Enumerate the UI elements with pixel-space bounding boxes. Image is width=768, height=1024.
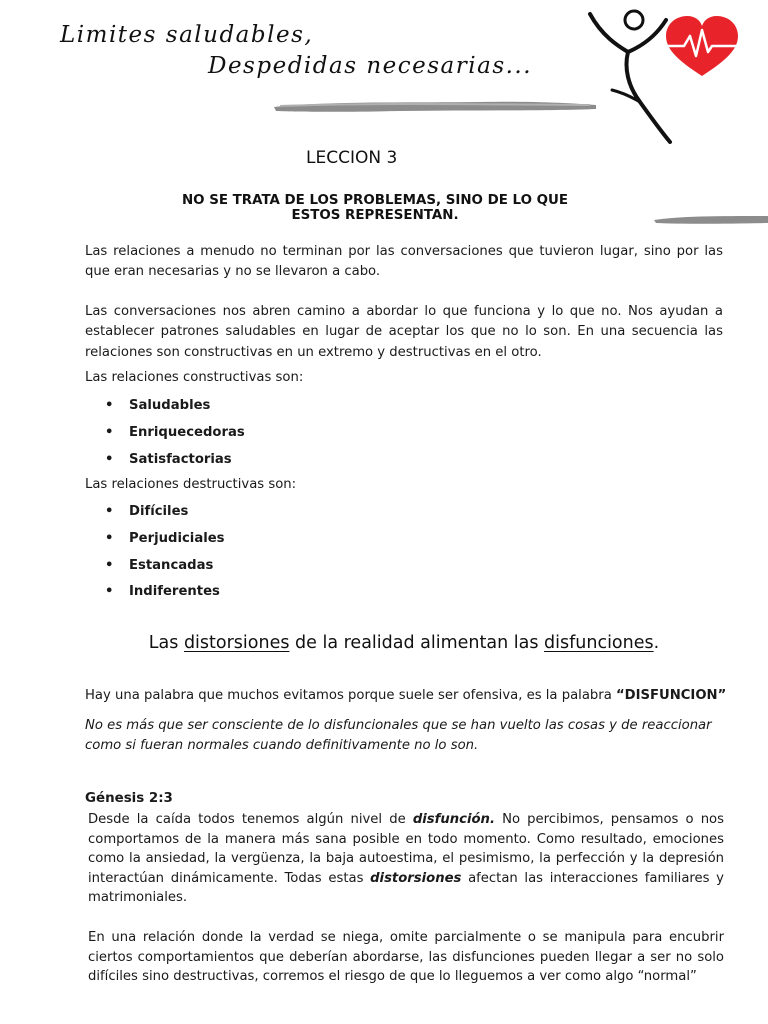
person-heart-pulse-logo-icon [584, 6, 744, 146]
bullet-icon: • [105, 504, 114, 519]
list-item: • Satisfactorias [105, 447, 245, 474]
constructive-list [105, 393, 245, 473]
paragraph-2: Las conversaciones nos abren camino a abordar lo que funciona y lo que no. Nos ayudan a establecer patrones saludables en lugar de aceptar los que no lo son. En una secuencia las relaciones son constructivas en un extremo y destructivas en el otro. [85, 304, 723, 360]
list-item: • Difíciles [105, 499, 225, 526]
constructive-lead: Las relaciones constructivas son: [85, 370, 304, 385]
list-item: • Enriquecedoras [105, 420, 245, 447]
final-paragraph: En una relación donde la verdad se niega, omite parcialmente o se manipula para encubrir ciertos comportamientos que deberían abordarse, las disfunciones pueden llegar a ser no solo difíciles sino destructivas, corremos el riesgo de que lo lleguemos a ver como algo “normal” [88, 930, 724, 985]
bullet-icon: • [105, 398, 114, 413]
bullet-icon: • [105, 530, 114, 546]
destructive-lead: Las relaciones destructivas son: [85, 477, 297, 492]
bullet-icon: • [105, 424, 114, 440]
brush-stroke-divider [270, 97, 600, 115]
genesis-paragraph: Desde la caída todos tenemos algún nivel de disfunción. No percibimos, pensamos o nos comportamos de la manera más sana posible en todo momento. Como resultado, emociones como la ansiedad, la vergüenza, la baja autoestima, el pesimismo, la perfección y la depresión interactúan dinámicamente. Todas estas distorsiones afectan las interacciones familiares y matrimoniales. [88, 812, 724, 906]
bullet-icon: • [105, 584, 114, 600]
section-heading: Las distorsiones de la realidad alimentan las disfunciones. [148, 633, 660, 653]
italic-paragraph: No es más que ser consciente de lo disfuncionales que se han vuelto las cosas y de reaccionar como si fueran normales cuando definitivamente no lo son. [85, 718, 712, 754]
destructive-list [105, 499, 225, 606]
list-item: • Indiferentes [105, 579, 225, 606]
bible-reference: Génesis 2:3 [85, 791, 173, 806]
list-item: • Saludables [105, 393, 245, 420]
title-line-2: Despedidas necesarias... [208, 53, 533, 79]
lesson-title: LECCION 3 [306, 148, 398, 168]
list-item: • Perjudiciales [105, 526, 225, 553]
list-item: • Estancadas [105, 553, 225, 580]
title-line-1: Limites saludables, [60, 22, 314, 48]
paragraph-1: Las relaciones a menudo no terminan por las conversaciones que tuvieron lugar, sino por las que eran necesarias y no se llevaron a cabo. [85, 244, 723, 280]
brush-stroke-accent [650, 212, 768, 226]
subtitle-line-2: ESTOS REPRESENTAN. [291, 208, 459, 223]
subtitle-line-1: NO SE TRATA DE LOS PROBLEMAS, SINO DE LO QUE [181, 193, 569, 208]
word-paragraph: Hay una palabra que muchos evitamos porque suele ser ofensiva, es la palabra “DISFUNCION” [85, 688, 727, 703]
lesson-subtitle [150, 193, 600, 223]
bullet-icon: • [105, 451, 114, 467]
bullet-icon: • [105, 557, 114, 573]
